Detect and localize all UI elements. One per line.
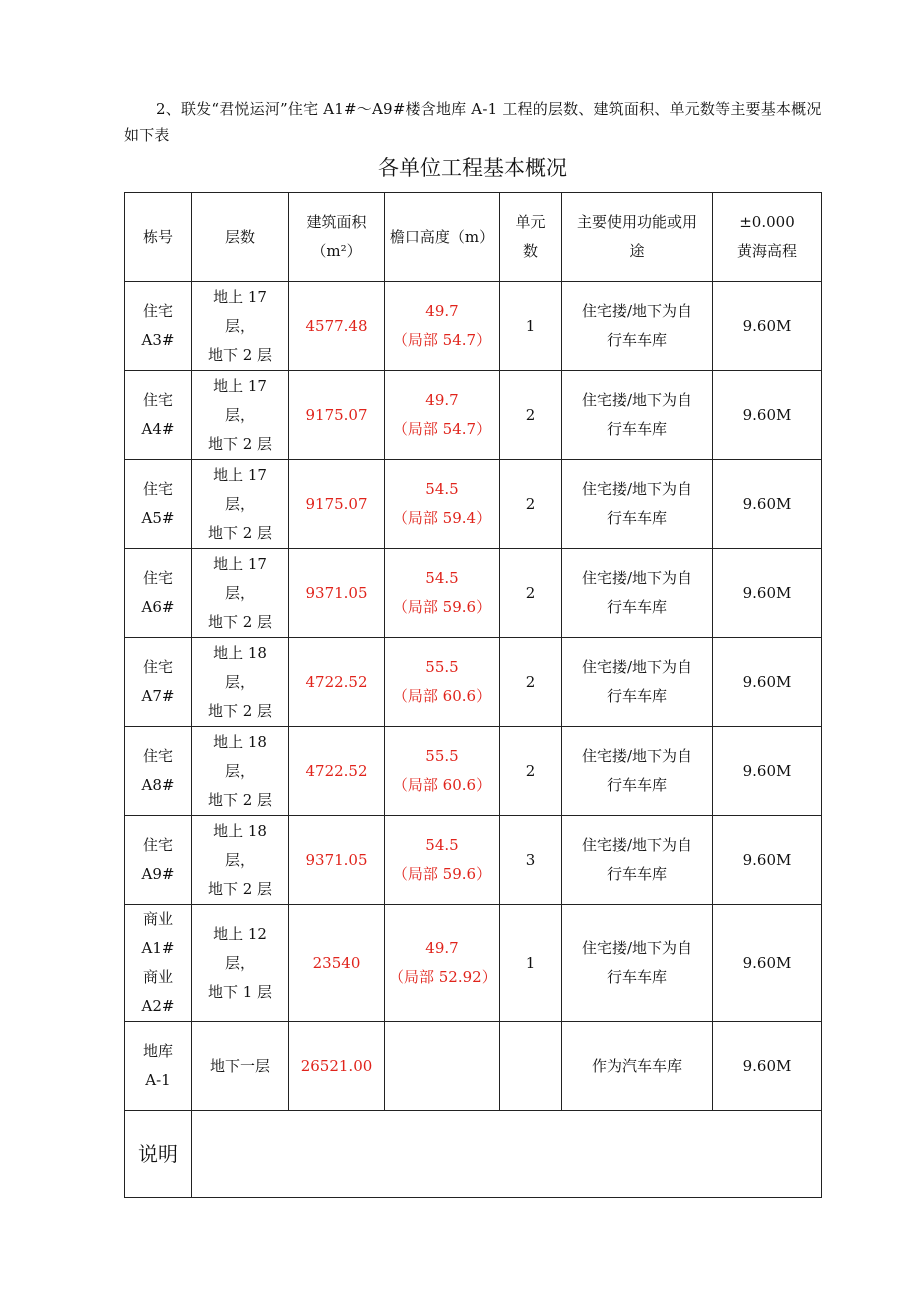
cell-elevation: 9.60M [713,371,822,460]
table-row [125,638,822,727]
intro-paragraph: 2、联发“君悦运河”住宅 A1#～A9#楼含地库 A-1 工程的层数、建筑面积、单元数等主要基本概况如下表 [124,100,822,144]
cell-floors: 地上 17 层， 地下 2 层 [192,549,289,638]
garage-row [125,1022,822,1111]
header-units: 单元 数 [500,193,562,282]
cell-area: 26521.00 [289,1022,385,1111]
cell-building: 住宅 A4# [125,371,192,460]
cell-area: 23540 [289,905,385,1022]
cell-building: 住宅 A8# [125,727,192,816]
cell-elevation: 9.60M [713,638,822,727]
header-eave-height: 檐口高度（m） [385,193,500,282]
cell-units: 1 [500,905,562,1022]
cell-area: 4722.52 [289,727,385,816]
cell-building: 住宅 A6# [125,549,192,638]
cell-units: 2 [500,727,562,816]
cell-eave-height: 49.7 （局部 54.7） [385,282,500,371]
cell-elevation: 9.60M [713,905,822,1022]
cell-elevation: 9.60M [713,282,822,371]
cell-eave-height: 49.7 （局部 54.7） [385,371,500,460]
table-title: 各单位工程基本概况 [378,156,567,180]
cell-units [500,1022,562,1111]
header-area: 建筑面积 （m²） [289,193,385,282]
cell-units: 1 [500,282,562,371]
cell-floors: 地上 12 层， 地下 1 层 [192,905,289,1022]
cell-elevation: 9.60M [713,549,822,638]
cell-use: 住宅搂/地下为自 行车车库 [562,638,713,727]
cell-eave-height: 54.5 （局部 59.6） [385,816,500,905]
cell-floors: 地下一层 [192,1022,289,1111]
table-row [125,371,822,460]
commercial-row [125,905,822,1022]
note-content [192,1111,822,1198]
note-row [125,1111,822,1198]
cell-floors: 地上 17 层， 地下 2 层 [192,371,289,460]
cell-building: 地库 A-1 [125,1022,192,1111]
cell-use: 住宅搂/地下为自 行车车库 [562,816,713,905]
cell-floors: 地上 18 层， 地下 2 层 [192,816,289,905]
cell-use: 住宅搂/地下为自 行车车库 [562,727,713,816]
cell-elevation: 9.60M [713,727,822,816]
cell-area: 9175.07 [289,460,385,549]
cell-use: 住宅搂/地下为自 行车车库 [562,905,713,1022]
cell-building: 住宅 A3# [125,282,192,371]
cell-units: 2 [500,549,562,638]
cell-units: 2 [500,638,562,727]
header-row [125,193,822,282]
table-row [125,549,822,638]
cell-units: 2 [500,460,562,549]
cell-units: 2 [500,371,562,460]
cell-building: 住宅 A7# [125,638,192,727]
cell-eave-height: 55.5 （局部 60.6） [385,638,500,727]
cell-building: 住宅 A9# [125,816,192,905]
cell-building: 住宅 A5# [125,460,192,549]
cell-building: 商业 A1# 商业 A2# [125,905,192,1022]
cell-floors: 地上 18 层， 地下 2 层 [192,727,289,816]
cell-use: 住宅搂/地下为自 行车车库 [562,371,713,460]
cell-area: 4577.48 [289,282,385,371]
cell-elevation: 9.60M [713,816,822,905]
cell-eave-height: 54.5 （局部 59.6） [385,549,500,638]
header-floors: 层数 [192,193,289,282]
cell-area: 4722.52 [289,638,385,727]
cell-elevation: 9.60M [713,1022,822,1111]
table-row [125,727,822,816]
cell-use: 住宅搂/地下为自 行车车库 [562,282,713,371]
header-building: 栋号 [125,193,192,282]
cell-floors: 地上 18 层， 地下 2 层 [192,638,289,727]
cell-area: 9175.07 [289,371,385,460]
cell-elevation: 9.60M [713,460,822,549]
cell-area: 9371.05 [289,816,385,905]
cell-use: 作为汽车车库 [562,1022,713,1111]
table-row [125,816,822,905]
cell-eave-height [385,1022,500,1111]
cell-eave-height: 54.5 （局部 59.4） [385,460,500,549]
cell-eave-height: 49.7 （局部 52.92） [385,905,500,1022]
cell-area: 9371.05 [289,549,385,638]
building-summary-table [124,192,822,1198]
cell-use: 住宅搂/地下为自 行车车库 [562,549,713,638]
cell-eave-height: 55.5 （局部 60.6） [385,727,500,816]
table-row [125,282,822,371]
note-label: 说明 [125,1111,192,1198]
header-use: 主要使用功能或用 途 [562,193,713,282]
cell-units: 3 [500,816,562,905]
cell-use: 住宅搂/地下为自 行车车库 [562,460,713,549]
cell-floors: 地上 17 层， 地下 2 层 [192,460,289,549]
cell-floors: 地上 17 层， 地下 2 层 [192,282,289,371]
table-row [125,460,822,549]
header-elevation: ±0.000 黄海高程 [713,193,822,282]
